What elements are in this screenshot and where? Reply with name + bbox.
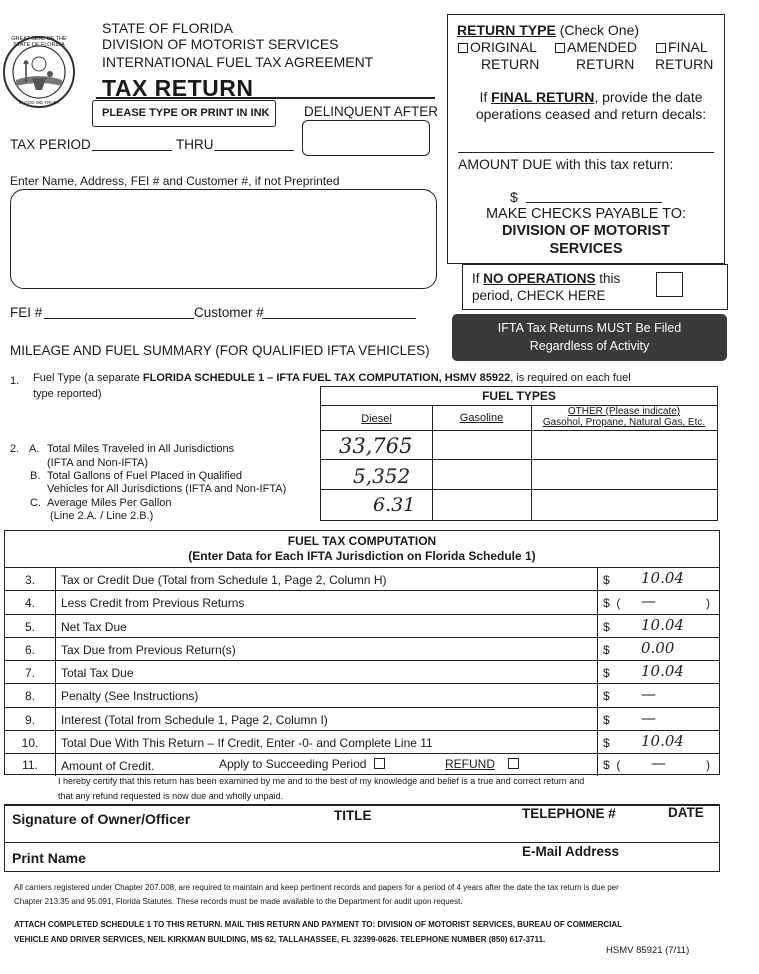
item2-num: 2.	[10, 443, 20, 455]
amended-label: AMENDED	[567, 39, 638, 55]
fuel-types-heading: FUEL TYPES	[482, 389, 556, 403]
row-number: 3.	[24, 573, 35, 587]
final-note-post: , provide the date operations ceased and return decals:	[475, 89, 707, 122]
row-label: Net Tax Due	[61, 619, 127, 634]
row-11-close: )	[706, 758, 710, 772]
row-dollar: $ (	[603, 596, 621, 611]
fuel-row-rule-3	[321, 489, 717, 490]
row-amount-divider	[597, 684, 598, 707]
row-dollar: $	[603, 689, 610, 704]
records-line2: Chapter 213.35 and 95.091, Florida Statutes. These records must be made available to the Department for audit upon request.	[14, 897, 463, 906]
telephone-label: TELEPHONE #	[522, 806, 616, 821]
item2b-text-2: Vehicles for All Jurisdictions (IFTA and Non-IFTA)	[47, 483, 287, 495]
form-title: TAX RETURN	[102, 75, 254, 101]
row-amount-divider	[597, 708, 598, 731]
final-checkbox[interactable]	[656, 43, 666, 53]
return-type-note: (Check One)	[559, 22, 640, 38]
payable-to-line2: SERVICES	[549, 241, 623, 257]
seal-motto: IN GOD WE TRUST	[18, 100, 60, 105]
tax-period-label: TAX PERIOD	[10, 137, 91, 152]
row-amount-divider	[597, 568, 598, 591]
date-label: DATE	[668, 805, 704, 820]
mileage-title: MILEAGE AND FUEL SUMMARY (FOR QUALIFIED IFTA VEHICLES)	[10, 343, 430, 358]
gasoline-miles-field[interactable]	[433, 431, 530, 458]
apply-label: Apply to Succeeding Period	[219, 757, 367, 771]
amount-dollar-sign: $	[510, 189, 518, 205]
row-divider	[55, 684, 56, 707]
payable-label: MAKE CHECKS PAYABLE TO:	[485, 206, 687, 222]
signature-rule	[5, 842, 719, 843]
row-label: Total Tax Due	[61, 666, 134, 680]
row-amount-value[interactable]: 0.00	[641, 638, 675, 657]
row-dollar: $	[603, 735, 610, 750]
row-divider	[55, 708, 56, 731]
row-dollar: $	[603, 712, 610, 727]
row-dollar: $	[603, 666, 610, 680]
col-diesel: Diesel	[361, 413, 392, 425]
attach-line2: VEHICLE AND DRIVER SERVICES, NEIL KIRKMAN BUILDING, MS 62, TALLAHASSEE, FL 32399-0626. TELEPHONE NUMBER (850) 617-3711.	[14, 935, 546, 944]
row-11-value[interactable]: —	[651, 754, 666, 772]
computation-row	[5, 567, 719, 590]
diesel-miles-value[interactable]: 33,765	[339, 434, 413, 458]
fuel-row-rule-2	[321, 459, 717, 460]
col-other-2: Gasohol, Propane, Natural Gas, Etc.	[542, 417, 706, 428]
state-name: STATE OF FLORIDA	[102, 20, 233, 36]
row-label: Less Credit from Previous Returns	[61, 596, 245, 611]
row-dollar: $	[603, 619, 610, 634]
item2a-text-1: Total Miles Traveled in All Jurisdictions	[47, 443, 235, 455]
fuel-types-table	[320, 386, 718, 521]
row-amount-value[interactable]: —	[641, 708, 656, 727]
apply-checkbox[interactable]	[374, 758, 385, 769]
seal-emblem-icon	[2, 14, 76, 110]
row-divider	[55, 731, 56, 754]
delinquent-date-field[interactable]	[302, 120, 430, 156]
row-amount-value[interactable]: 10.04	[641, 615, 684, 634]
item1-line2: type reported)	[33, 388, 102, 400]
state-seal	[2, 14, 76, 110]
ifta-notice-banner	[452, 314, 727, 361]
fei-field[interactable]	[44, 318, 194, 319]
name-address-label: Enter Name, Address, FEI # and Customer #, if not Preprinted	[10, 174, 340, 188]
no-ops-line2: period, CHECK HERE	[472, 288, 606, 303]
fei-label: FEI #	[10, 305, 43, 320]
computation-row	[5, 707, 719, 730]
row-number: 4.	[24, 596, 35, 611]
row-11	[5, 753, 719, 775]
item2a-text-2: (IFTA and Non-IFTA)	[47, 457, 149, 469]
computation-row	[5, 660, 719, 683]
certification-line2: that any refund requested is now due and wholly unpaid.	[58, 791, 284, 801]
return-type-heading	[457, 22, 639, 38]
diesel-mpg-value[interactable]: 6.31	[373, 494, 416, 516]
computation-title: FUEL TAX COMPUTATION	[287, 534, 437, 548]
item2c-text-2: (Line 2.A. / Line 2.B.)	[50, 510, 154, 522]
computation-row	[5, 590, 719, 613]
signature-label: Signature of Owner/Officer	[12, 811, 191, 827]
computation-row	[5, 683, 719, 706]
row-label: Total Due With This Return – If Credit, Enter -0- and Complete Line 11	[61, 735, 433, 750]
payable-to-line1: DIVISION OF MOTORIST	[501, 223, 671, 239]
row-number: 7.	[24, 666, 35, 680]
name-address-field[interactable]	[10, 189, 437, 289]
final-label-2: RETURN	[655, 56, 714, 72]
row-close: )	[706, 596, 710, 611]
print-name-label: Print Name	[12, 850, 86, 866]
ifta-notice-line1: IFTA Tax Returns MUST Be Filed	[497, 321, 682, 335]
final-return-option[interactable]	[656, 39, 708, 55]
row-amount-divider	[597, 638, 598, 661]
row-number: 5.	[24, 619, 35, 634]
amended-label-2: RETURN	[576, 56, 635, 72]
row-number: 8.	[24, 689, 35, 704]
row-divider	[55, 568, 56, 591]
diesel-gallons-value[interactable]: 5,352	[353, 464, 411, 488]
item1-pre: Fuel Type (a separate	[33, 372, 143, 384]
final-label: FINAL	[668, 39, 708, 55]
row-11-divider	[55, 754, 56, 776]
signature-field[interactable]	[200, 810, 320, 838]
no-ops-pre: If	[472, 271, 484, 286]
delinquent-label: DELINQUENT AFTER	[304, 104, 439, 119]
final-date-field[interactable]	[458, 152, 714, 153]
row-amount-divider	[597, 615, 598, 638]
row-divider	[55, 661, 56, 684]
row-amount-value[interactable]: —	[641, 685, 656, 704]
refund-checkbox[interactable]	[508, 758, 519, 769]
no-operations-checkbox[interactable]	[656, 272, 683, 297]
item2c-text-1: Average Miles Per Gallon	[47, 497, 172, 509]
row-amount-divider	[597, 731, 598, 754]
tax-period-from-field[interactable]	[92, 150, 172, 151]
row-label: Tax Due from Previous Return(s)	[61, 642, 236, 657]
item2b-text-1: Total Gallons of Fuel Placed in Qualified	[47, 470, 243, 482]
certification-line1: I hereby certify that this return has been examined by me and to the best of my knowledge and belief is a true and correct return and	[58, 776, 585, 786]
refund-label: REFUND	[445, 757, 495, 771]
return-type-title: RETURN TYPE	[457, 22, 556, 38]
row-amount-divider	[597, 661, 598, 684]
form-id: HSMV 85921 (7/11)	[606, 945, 690, 956]
row-amount-value[interactable]: —	[641, 592, 656, 611]
row-amount-divider	[597, 591, 598, 614]
other-miles-field[interactable]	[532, 431, 716, 458]
item1-post: , is required on each fuel	[510, 372, 631, 384]
row-11-amount-divider	[597, 754, 598, 776]
row-11-num: 11.	[22, 758, 38, 772]
no-ops-emph: NO OPERATIONS	[483, 271, 596, 286]
division-name: DIVISION OF MOTORIST SERVICES	[102, 36, 339, 52]
no-ops-line1	[472, 271, 620, 286]
no-ops-post: this	[595, 271, 621, 286]
row-amount-value[interactable]: 10.04	[641, 731, 684, 750]
row-dollar: $	[603, 573, 610, 587]
ifta-notice-line2: Regardless of Activity	[529, 339, 650, 353]
seal-text: GREAT SEAL OF THE STATE OF FLORIDA	[11, 36, 67, 48]
row-label: Interest (Total from Schedule 1, Page 2, Column I)	[61, 712, 328, 727]
original-label-2: RETURN	[481, 56, 540, 72]
original-return-option[interactable]	[458, 39, 537, 55]
computation-row	[5, 730, 719, 753]
apply-option[interactable]	[219, 757, 387, 771]
item1-num: 1.	[10, 375, 20, 387]
row-11-label: Amount of Credit.	[61, 759, 155, 773]
customer-field[interactable]	[262, 318, 416, 319]
amended-return-option[interactable]	[555, 39, 637, 55]
attach-line1: ATTACH COMPLETED SCHEDULE 1 TO THIS RETURN. MAIL THIS RETURN AND PAYMENT TO: DIVISION OF MOTORIST SERVICES, BUREAU OF COMMERCIAL	[14, 920, 623, 929]
title-label: TITLE	[334, 808, 372, 823]
item2c-letter: C.	[30, 497, 41, 509]
row-label: Penalty (See Instructions)	[61, 689, 199, 704]
item1-text	[33, 372, 723, 384]
records-line1: All carriers registered under Chapter 207.008, are required to maintain and keep pertinent records and papers for a period of 4 years after the date the tax return is due per	[14, 883, 619, 892]
row-amount-value[interactable]: 10.04	[641, 662, 684, 680]
item1-bold: FLORIDA SCHEDULE 1 – IFTA FUEL TAX COMPUTATION, HSMV 85922	[142, 372, 511, 384]
col-other-1: OTHER (Please indicate)	[567, 406, 681, 417]
computation-subtitle: (Enter Data for Each IFTA Jurisdiction on Florida Schedule 1)	[188, 549, 536, 563]
refund-option[interactable]	[445, 757, 521, 771]
customer-label: Customer #	[194, 305, 264, 320]
ink-note: PLEASE TYPE OR PRINT IN INK	[102, 107, 270, 119]
computation-table	[4, 530, 720, 775]
final-note-pre: If	[479, 89, 492, 105]
item2b-letter: B.	[30, 470, 41, 482]
original-label: ORIGINAL	[470, 39, 537, 55]
original-checkbox[interactable]	[458, 43, 468, 53]
row-number: 6.	[24, 642, 35, 657]
amount-due-field[interactable]	[526, 202, 662, 203]
final-return-note	[462, 89, 720, 123]
computation-row	[5, 637, 719, 660]
amount-due-label: AMOUNT DUE with this tax return:	[458, 156, 674, 172]
row-divider	[55, 615, 56, 638]
thru-label: THRU	[176, 137, 214, 152]
col-gasoline: Gasoline	[459, 412, 504, 424]
row-amount-value[interactable]: 10.04	[641, 569, 684, 587]
amended-checkbox[interactable]	[555, 43, 565, 53]
email-label: E-Mail Address	[522, 844, 620, 859]
row-dollar: $	[603, 642, 610, 657]
row-divider	[55, 591, 56, 614]
agreement-name: INTERNATIONAL FUEL TAX AGREEMENT	[102, 54, 374, 70]
item2a-letter: A.	[29, 443, 40, 455]
row-number: 10.	[21, 735, 39, 750]
row-number: 9.	[24, 712, 35, 727]
final-note-emph: FINAL RETURN	[491, 89, 595, 105]
title-rule	[96, 97, 435, 99]
row-label: Tax or Credit Due (Total from Schedule 1, Page 2, Column H)	[61, 573, 387, 587]
row-11-dollar: $ (	[603, 758, 621, 772]
row-divider	[55, 638, 56, 661]
computation-row	[5, 614, 719, 637]
tax-period-thru-field[interactable]	[214, 150, 294, 151]
